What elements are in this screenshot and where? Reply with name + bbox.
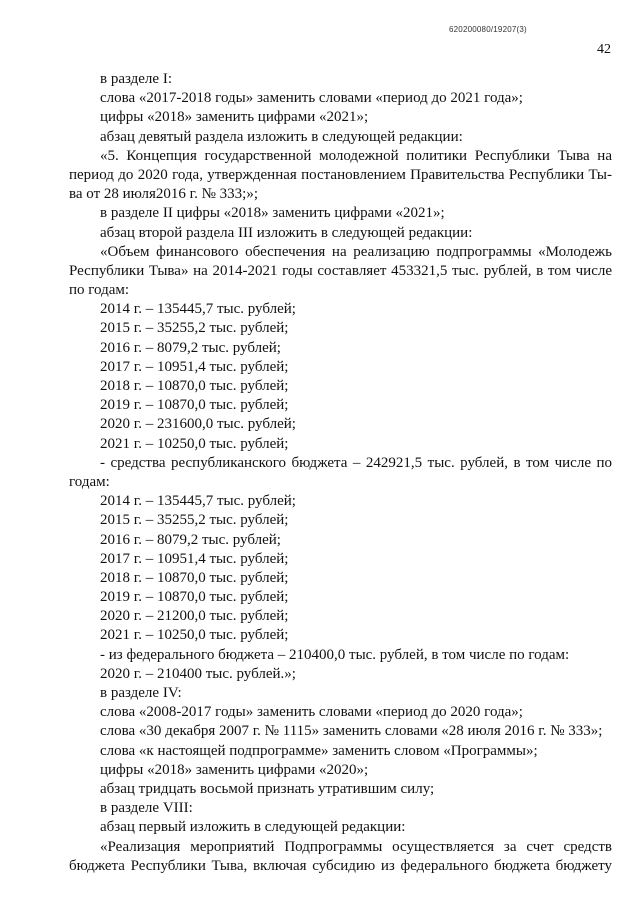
text-line: 2014 г. – 135445,7 тыс. рублей;: [100, 301, 296, 318]
text-line: слова «30 декабря 2007 г. № 1115» заменить словами «28 июля 2016 г. № 333»;: [100, 723, 603, 740]
text-line: - из федерального бюджета – 210400,0 тыс. рублей, в том числе по годам:: [100, 646, 570, 663]
text-line: абзац девятый раздела изложить в следующей редакции:: [100, 128, 463, 145]
text-line: абзац второй раздела III изложить в следующей редакции:: [100, 224, 473, 241]
text-line: 2020 г. – 210400 тыс. рублей.»;: [100, 665, 296, 682]
text-line: 2018 г. – 10870,0 тыс. рублей;: [100, 569, 289, 586]
text-line: 2020 г. – 21200,0 тыс. рублей;: [100, 608, 289, 625]
text-line: слова «2017-2018 годы» заменить словами «период до 2021 года»;: [100, 90, 523, 107]
text-line: - средства республиканского бюджета – 242921,5 тыс. рублей, в том числе по: [100, 454, 612, 471]
text-line: 2021 г. – 10250,0 тыс. рублей;: [100, 627, 289, 644]
text-line: период до 2020 года, утвержденная постановлением Правительства Республики Ты-: [69, 166, 612, 183]
text-line: 2014 г. – 135445,7 тыс. рублей;: [100, 493, 296, 510]
text-line: «Реализация мероприятий Подпрограммы осуществляется за счет средств: [100, 838, 612, 855]
text-line: «Объем финансового обеспечения на реализацию подпрограммы «Молодежь: [100, 243, 612, 260]
text-line: бюджета Республики Тыва, включая субсидию из федерального бюджета бюджету: [69, 857, 612, 874]
text-line: 2021 г. – 10250,0 тыс. рублей;: [100, 435, 289, 452]
text-line: в разделе IV:: [100, 685, 182, 701]
document-code: 620200080/19207(3): [449, 25, 527, 34]
text-line: ва от 28 июля2016 г. № 333;»;: [69, 186, 259, 203]
text-line: 2017 г. – 10951,4 тыс. рублей;: [100, 550, 289, 567]
text-line: абзац первый изложить в следующей редакции:: [100, 819, 406, 836]
document-body: [69, 70, 612, 876]
page-number: 42: [597, 42, 611, 57]
text-line: цифры «2018» заменить цифрами «2021»;: [100, 109, 369, 126]
text-line: 2020 г. – 231600,0 тыс. рублей;: [100, 416, 296, 433]
text-line: слова «2008-2017 годы» заменить словами «период до 2020 года»;: [100, 704, 523, 721]
text-line: в разделе VIII:: [100, 800, 193, 817]
text-line: «5. Концепция государственной молодежной политики Республики Тыва на: [100, 147, 612, 164]
text-line: 2015 г. – 35255,2 тыс. рублей;: [100, 320, 289, 337]
text-line: в разделе II цифры «2018» заменить цифрами «2021»;: [100, 205, 445, 222]
text-line: 2017 г. – 10951,4 тыс. рублей;: [100, 358, 289, 375]
text-line: 2016 г. – 8079,2 тыс. рублей;: [100, 339, 281, 356]
text-line: 2019 г. – 10870,0 тыс. рублей;: [100, 397, 289, 414]
text-line: годам:: [69, 473, 110, 490]
text-line: 2018 г. – 10870,0 тыс. рублей;: [100, 378, 289, 394]
text-line: абзац тридцать восьмой признать утратившим силу;: [100, 780, 435, 797]
text-line: 2015 г. – 35255,2 тыс. рублей;: [100, 512, 289, 529]
text-line: 2019 г. – 10870,0 тыс. рублей;: [100, 589, 289, 606]
text-line: цифры «2018» заменить цифрами «2020»;: [100, 761, 369, 778]
text-line: Республики Тыва» на 2014-2021 годы составляет 453321,5 тыс. рублей, в том числе: [69, 262, 612, 279]
text-line: 2016 г. – 8079,2 тыс. рублей;: [100, 531, 281, 548]
text-line: в разделе I:: [100, 71, 172, 87]
text-line: слова «к настоящей подпрограмме» заменить словом «Программы»;: [100, 742, 538, 759]
text-line: по годам:: [69, 282, 130, 299]
